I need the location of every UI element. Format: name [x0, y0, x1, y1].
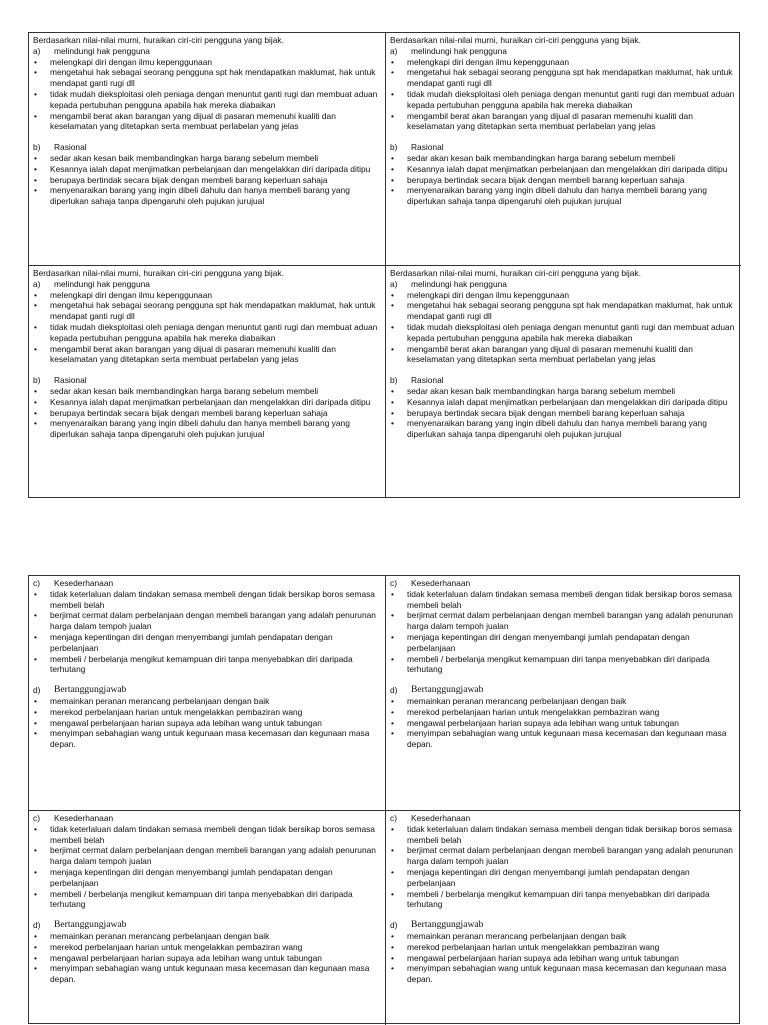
- section-a-list: [390, 290, 737, 366]
- list-item: • tidak keterlaluan dalam tindakan semasa membeli dengan tidak bersikap boros semasa membeli belah: [33, 824, 381, 846]
- section-b-heading: [390, 142, 737, 153]
- list-item: • berjimat cermat dalam perbelanjaan dengan membeli barangan yang adalah penurunan harga dalam tempoh jualan: [33, 610, 381, 632]
- section-a-title: melindungi hak pengguna: [54, 45, 150, 56]
- list-item: • menyimpan sebahagian wang untuk kegunaan masa kecemasan dan kegunaan masa depan.: [390, 728, 737, 750]
- section-b-heading: [33, 142, 381, 153]
- list-item: • sedar akan kesan baik membandingkan harga barang sebelum membeli: [33, 153, 381, 164]
- section-a-list: [33, 290, 381, 366]
- section-d-title: Bertanggungjawab: [54, 684, 127, 696]
- list-item: • merekod perbelanjaan harian untuk mengelakkan pembaziran wang: [390, 942, 737, 953]
- section-c-list: [33, 589, 381, 675]
- question-text: Berdasarkan nilai-nilai murni, huraikan ciri-ciri pengguna yang bijak.: [390, 35, 641, 45]
- section-d-letter: d): [33, 685, 41, 696]
- card-section-ab: [385, 33, 741, 265]
- section-a-title: melindungi hak pengguna: [411, 45, 507, 56]
- card-section-cd: [385, 576, 741, 810]
- section-c-list: [390, 824, 737, 910]
- section-b-letter: b): [390, 375, 398, 386]
- list-item: • memainkan peranan merancang perbelanjaan dengan baik: [390, 931, 737, 942]
- card-section-cd: [29, 810, 385, 1025]
- section-a-title: melindungi hak pengguna: [54, 278, 150, 289]
- section-b-letter: b): [33, 142, 41, 153]
- section-c-list: [33, 824, 381, 910]
- list-item: • membeli / berbelanja mengikut kemampuan diri tanpa menyebabkan diri daripada terhutang: [33, 889, 381, 911]
- section-c-title: Kesederhanaan: [54, 813, 114, 823]
- list-item: • membeli / berbelanja mengikut kemampuan diri tanpa menyebabkan diri daripada terhutang: [33, 654, 381, 676]
- section-b-title: Rasional: [54, 142, 87, 153]
- section-c-heading: [33, 813, 381, 824]
- list-item: • menyenaraikan barang yang ingin dibeli dahulu dan hanya membeli barang yang diperlukan sahaja tanpa dipengaruhi oleh pujukan jurujual: [390, 418, 737, 440]
- section-c-heading: [390, 578, 737, 589]
- card-section-ab: [29, 33, 385, 265]
- section-d-heading: [33, 920, 381, 931]
- section-b-title: Rasional: [411, 142, 444, 153]
- list-item: • melengkapi diri dengan ilmu kepenggunaan: [390, 290, 737, 301]
- section-b-list: [33, 386, 381, 440]
- section-d-letter: d): [33, 920, 41, 931]
- question-text: Berdasarkan nilai-nilai murni, huraikan ciri-ciri pengguna yang bijak.: [33, 268, 284, 278]
- section-d-title: Bertanggungjawab: [411, 919, 484, 931]
- section-c-letter: c): [390, 578, 397, 588]
- section-a-list: [390, 57, 737, 133]
- list-item: • merekod perbelanjaan harian untuk mengelakkan pembaziran wang: [390, 707, 737, 718]
- list-item: • menjaga kepentingan diri dengan menyembangi jumlah pendapatan dengan perbelanjaan: [33, 632, 381, 654]
- list-item: • mengetahui hak sebagai seorang pengguna spt hak mendapatkan maklumat, hak untuk mendapat ganti rugi dll: [33, 300, 381, 322]
- list-item: • memainkan peranan merancang perbelanjaan dengan baik: [390, 696, 737, 707]
- list-item: • berjimat cermat dalam perbelanjaan dengan membeli barangan yang adalah penurunan harga dalam tempoh jualan: [390, 845, 737, 867]
- section-d-title: Bertanggungjawab: [54, 919, 127, 931]
- list-item: • tidak keterlaluan dalam tindakan semasa membeli dengan tidak bersikap boros semasa membeli belah: [390, 824, 737, 846]
- section-c-letter: c): [390, 813, 397, 823]
- list-item: • tidak keterlaluan dalam tindakan semasa membeli dengan tidak bersikap boros semasa membeli belah: [33, 589, 381, 611]
- list-item: • berupaya bertindak secara bijak dengan membeli barang keperluan sahaja: [390, 175, 737, 186]
- section-c-title: Kesederhanaan: [411, 813, 471, 823]
- list-item: • membeli / berbelanja mengikut kemampuan diri tanpa menyebabkan diri daripada terhutang: [390, 654, 737, 676]
- list-item: • mengetahui hak sebagai seorang pengguna spt hak mendapatkan maklumat, hak untuk mendapat ganti rugi dll: [390, 67, 737, 89]
- list-item: • sedar akan kesan baik membandingkan harga barang sebelum membeli: [33, 386, 381, 397]
- list-item: • mengambil berat akan barangan yang dijual di pasaran memenuhi kualiti dan keselamatan yang ditetapkan serta membuat perlabelan yang jelas: [33, 344, 381, 366]
- list-item: • tidak keterlaluan dalam tindakan semasa membeli dengan tidak bersikap boros semasa membeli belah: [390, 589, 737, 611]
- section-a-letter: a): [390, 278, 398, 289]
- section-a-heading: [33, 46, 381, 57]
- section-a-heading: [33, 279, 381, 290]
- list-item: • Kesannya ialah dapat menjimatkan perbelanjaan dan mengelakkan diri daripada ditipu: [390, 164, 737, 175]
- list-item: • menyenaraikan barang yang ingin dibeli dahulu dan hanya membeli barang yang diperlukan sahaja tanpa dipengaruhi oleh pujukan jurujual: [390, 185, 737, 207]
- list-item: • melengkapi diri dengan ilmu kepenggunaan: [390, 57, 737, 68]
- list-item: • memainkan peranan merancang perbelanjaan dengan baik: [33, 696, 381, 707]
- list-item: • menyenaraikan barang yang ingin dibeli dahulu dan hanya membeli barang yang diperlukan sahaja tanpa dipengaruhi oleh pujukan jurujual: [33, 185, 381, 207]
- list-item: • tidak mudah dieksploitasi oleh peniaga dengan menuntut ganti rugi dan membuat aduan kepada pertubuhan pengguna apabila hak mereka diabaikan: [33, 322, 381, 344]
- list-item: • membeli / berbelanja mengikut kemampuan diri tanpa menyebabkan diri daripada terhutang: [390, 889, 737, 911]
- list-item: • berupaya bertindak secara bijak dengan membeli barang keperluan sahaja: [33, 408, 381, 419]
- section-b-list: [390, 386, 737, 440]
- list-item: • Kesannya ialah dapat menjimatkan perbelanjaan dan mengelakkan diri daripada ditipu: [390, 397, 737, 408]
- card-section-ab: [29, 265, 385, 497]
- list-item: • Kesannya ialah dapat menjimatkan perbelanjaan dan mengelakkan diri daripada ditipu: [33, 397, 381, 408]
- section-b-title: Rasional: [411, 375, 444, 386]
- section-d-title: Bertanggungjawab: [411, 684, 484, 696]
- list-item: • menyimpan sebahagian wang untuk kegunaan masa kecemasan dan kegunaan masa depan.: [390, 963, 737, 985]
- section-b-heading: [390, 375, 737, 386]
- list-item: • melengkapi diri dengan ilmu kepenggunaan: [33, 290, 381, 301]
- list-item: • mengawal perbelanjaan harian supaya ada lebihan wang untuk tabungan: [390, 953, 737, 964]
- list-item: • menjaga kepentingan diri dengan menyembangi jumlah pendapatan dengan perbelanjaan: [390, 632, 737, 654]
- list-item: • Kesannya ialah dapat menjimatkan perbelanjaan dan mengelakkan diri daripada ditipu: [33, 164, 381, 175]
- section-a-list: [33, 57, 381, 133]
- list-item: • sedar akan kesan baik membandingkan harga barang sebelum membeli: [390, 386, 737, 397]
- section-d-list: [33, 696, 381, 750]
- question-text: Berdasarkan nilai-nilai murni, huraikan ciri-ciri pengguna yang bijak.: [390, 268, 641, 278]
- list-item: • berupaya bertindak secara bijak dengan membeli barang keperluan sahaja: [33, 175, 381, 186]
- card-section-cd: [385, 810, 741, 1025]
- section-a-letter: a): [33, 278, 41, 289]
- section-a-letter: a): [33, 45, 41, 56]
- list-item: • tidak mudah dieksploitasi oleh peniaga dengan menuntut ganti rugi dan membuat aduan kepada pertubuhan pengguna apabila hak mereka diabaikan: [33, 89, 381, 111]
- section-b-title: Rasional: [54, 375, 87, 386]
- section-c-title: Kesederhanaan: [54, 578, 114, 588]
- section-c-letter: c): [33, 813, 40, 823]
- list-item: • menjaga kepentingan diri dengan menyembangi jumlah pendapatan dengan perbelanjaan: [33, 867, 381, 889]
- section-c-heading: [33, 578, 381, 589]
- section-a-heading: [390, 279, 737, 290]
- section-d-heading: [33, 685, 381, 696]
- section-d-letter: d): [390, 685, 398, 696]
- section-b-list: [33, 153, 381, 207]
- section-a-heading: [390, 46, 737, 57]
- list-item: • mengambil berat akan barangan yang dijual di pasaran memenuhi kualiti dan keselamatan yang ditetapkan serta membuat perlabelan yang jelas: [390, 344, 737, 366]
- section-d-heading: [390, 685, 737, 696]
- list-item: • melengkapi diri dengan ilmu kepenggunaan: [33, 57, 381, 68]
- section-a-title: melindungi hak pengguna: [411, 278, 507, 289]
- question-text: Berdasarkan nilai-nilai murni, huraikan ciri-ciri pengguna yang bijak.: [33, 35, 284, 45]
- list-item: • tidak mudah dieksploitasi oleh peniaga dengan menuntut ganti rugi dan membuat aduan kepada pertubuhan pengguna apabila hak mereka diabaikan: [390, 89, 737, 111]
- section-c-list: [390, 589, 737, 675]
- section-b-list: [390, 153, 737, 207]
- list-item: • mengawal perbelanjaan harian supaya ada lebihan wang untuk tabungan: [390, 718, 737, 729]
- list-item: • menyimpan sebahagian wang untuk kegunaan masa kecemasan dan kegunaan masa depan.: [33, 728, 381, 750]
- section-b-letter: b): [390, 142, 398, 153]
- list-item: • mengambil berat akan barangan yang dijual di pasaran memenuhi kualiti dan keselamatan yang ditetapkan serta membuat perlabelan yang jelas: [33, 111, 381, 133]
- section-a-letter: a): [390, 45, 398, 56]
- section-b-letter: b): [33, 375, 41, 386]
- section-c-heading: [390, 813, 737, 824]
- list-item: • mengambil berat akan barangan yang dijual di pasaran memenuhi kualiti dan keselamatan yang ditetapkan serta membuat perlabelan yang jelas: [390, 111, 737, 133]
- list-item: • merekod perbelanjaan harian untuk mengelakkan pembaziran wang: [33, 707, 381, 718]
- section-d-list: [390, 696, 737, 750]
- list-item: • berjimat cermat dalam perbelanjaan dengan membeli barangan yang adalah penurunan harga dalam tempoh jualan: [390, 610, 737, 632]
- card-section-ab: [385, 265, 741, 497]
- section-b-heading: [33, 375, 381, 386]
- list-item: • berjimat cermat dalam perbelanjaan dengan membeli barangan yang adalah penurunan harga dalam tempoh jualan: [33, 845, 381, 867]
- section-d-letter: d): [390, 920, 398, 931]
- section-c-letter: c): [33, 578, 40, 588]
- list-item: • sedar akan kesan baik membandingkan harga barang sebelum membeli: [390, 153, 737, 164]
- top-card-grid: [28, 32, 740, 498]
- list-item: • mengetahui hak sebagai seorang pengguna spt hak mendapatkan maklumat, hak untuk mendapat ganti rugi dll: [33, 67, 381, 89]
- list-item: • menyenaraikan barang yang ingin dibeli dahulu dan hanya membeli barang yang diperlukan sahaja tanpa dipengaruhi oleh pujukan jurujual: [33, 418, 381, 440]
- card-section-cd: [29, 576, 385, 810]
- section-d-heading: [390, 920, 737, 931]
- list-item: • mengawal perbelanjaan harian supaya ada lebihan wang untuk tabungan: [33, 953, 381, 964]
- list-item: • mengetahui hak sebagai seorang pengguna spt hak mendapatkan maklumat, hak untuk mendapat ganti rugi dll: [390, 300, 737, 322]
- list-item: • memainkan peranan merancang perbelanjaan dengan baik: [33, 931, 381, 942]
- section-d-list: [33, 931, 381, 985]
- section-c-title: Kesederhanaan: [411, 578, 471, 588]
- list-item: • berupaya bertindak secara bijak dengan membeli barang keperluan sahaja: [390, 408, 737, 419]
- list-item: • mengawal perbelanjaan harian supaya ada lebihan wang untuk tabungan: [33, 718, 381, 729]
- bottom-card-grid: [28, 575, 740, 1024]
- section-d-list: [390, 931, 737, 985]
- list-item: • tidak mudah dieksploitasi oleh peniaga dengan menuntut ganti rugi dan membuat aduan kepada pertubuhan pengguna apabila hak mereka diabaikan: [390, 322, 737, 344]
- list-item: • merekod perbelanjaan harian untuk mengelakkan pembaziran wang: [33, 942, 381, 953]
- list-item: • menyimpan sebahagian wang untuk kegunaan masa kecemasan dan kegunaan masa depan.: [33, 963, 381, 985]
- list-item: • menjaga kepentingan diri dengan menyembangi jumlah pendapatan dengan perbelanjaan: [390, 867, 737, 889]
